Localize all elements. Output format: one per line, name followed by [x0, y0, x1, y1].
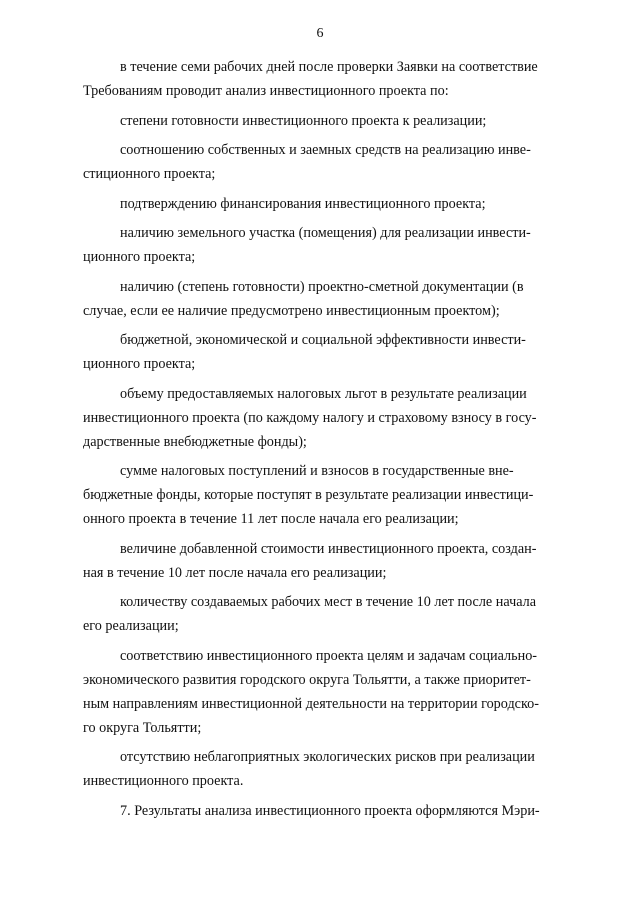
paragraph-intro: в течение семи рабочих дней после проверки Заявки на соответствие Требованиям проводит анализ инвестиционного проекта по:: [83, 59, 538, 99]
document-body: [83, 55, 569, 823]
list-item-tax-revenues: сумме налоговых поступлений и взносов в государственные вне- бюджетные фонды, которые поступят в результате реализации инвестици- онного проекта в течение 11 лет после начала его реализации;: [83, 463, 534, 527]
paragraph-section-7: 7. Результаты анализа инвестиционного проекта оформляются Мэри-: [120, 802, 540, 819]
list-item-readiness: степени готовности инвестиционного проекта к реализации;: [120, 112, 487, 129]
page-number: 6: [316, 26, 324, 41]
list-item-tax-benefits: объему предоставляемых налоговых льгот в результате реализации инвестиционного проекта (по каждому налогу и страховому взносу в госу- дарственные внебюджетные фонды);: [83, 385, 537, 450]
list-item-strategic-alignment: соответствию инвестиционного проекта целям и задачам социально- экономического развития городского округа Тольятти, а также приоритет- ным направлениям инвестиционной деятельности на территории городско- го округа Тольятти;: [83, 647, 539, 736]
list-item-funds-ratio: соотношению собственных и заемных средств на реализацию инве- стиционного проекта;: [83, 142, 531, 182]
list-item-design-documentation: наличию (степень готовности) проектно-сметной документации (в случае, если ее наличие предусмотрено инвестиционным проектом);: [83, 278, 524, 319]
list-item-jobs: количеству создаваемых рабочих мест в течение 10 лет после начала его реализации;: [83, 594, 537, 634]
list-item-environmental-risks: отсутствию неблагоприятных экологических рисков при реализации инвестиционного проекта.: [83, 749, 535, 789]
list-item-efficiency: бюджетной, экономической и социальной эффективности инвести- ционного проекта;: [83, 332, 526, 372]
list-item-land-plot: наличию земельного участка (помещения) для реализации инвести- ционного проекта;: [83, 225, 531, 265]
list-item-added-value: величине добавленной стоимости инвестиционного проекта, создан- ная в течение 10 лет после начала его реализации;: [83, 540, 537, 581]
list-item-financing-confirmation: подтверждению финансирования инвестиционного проекта;: [120, 195, 486, 212]
